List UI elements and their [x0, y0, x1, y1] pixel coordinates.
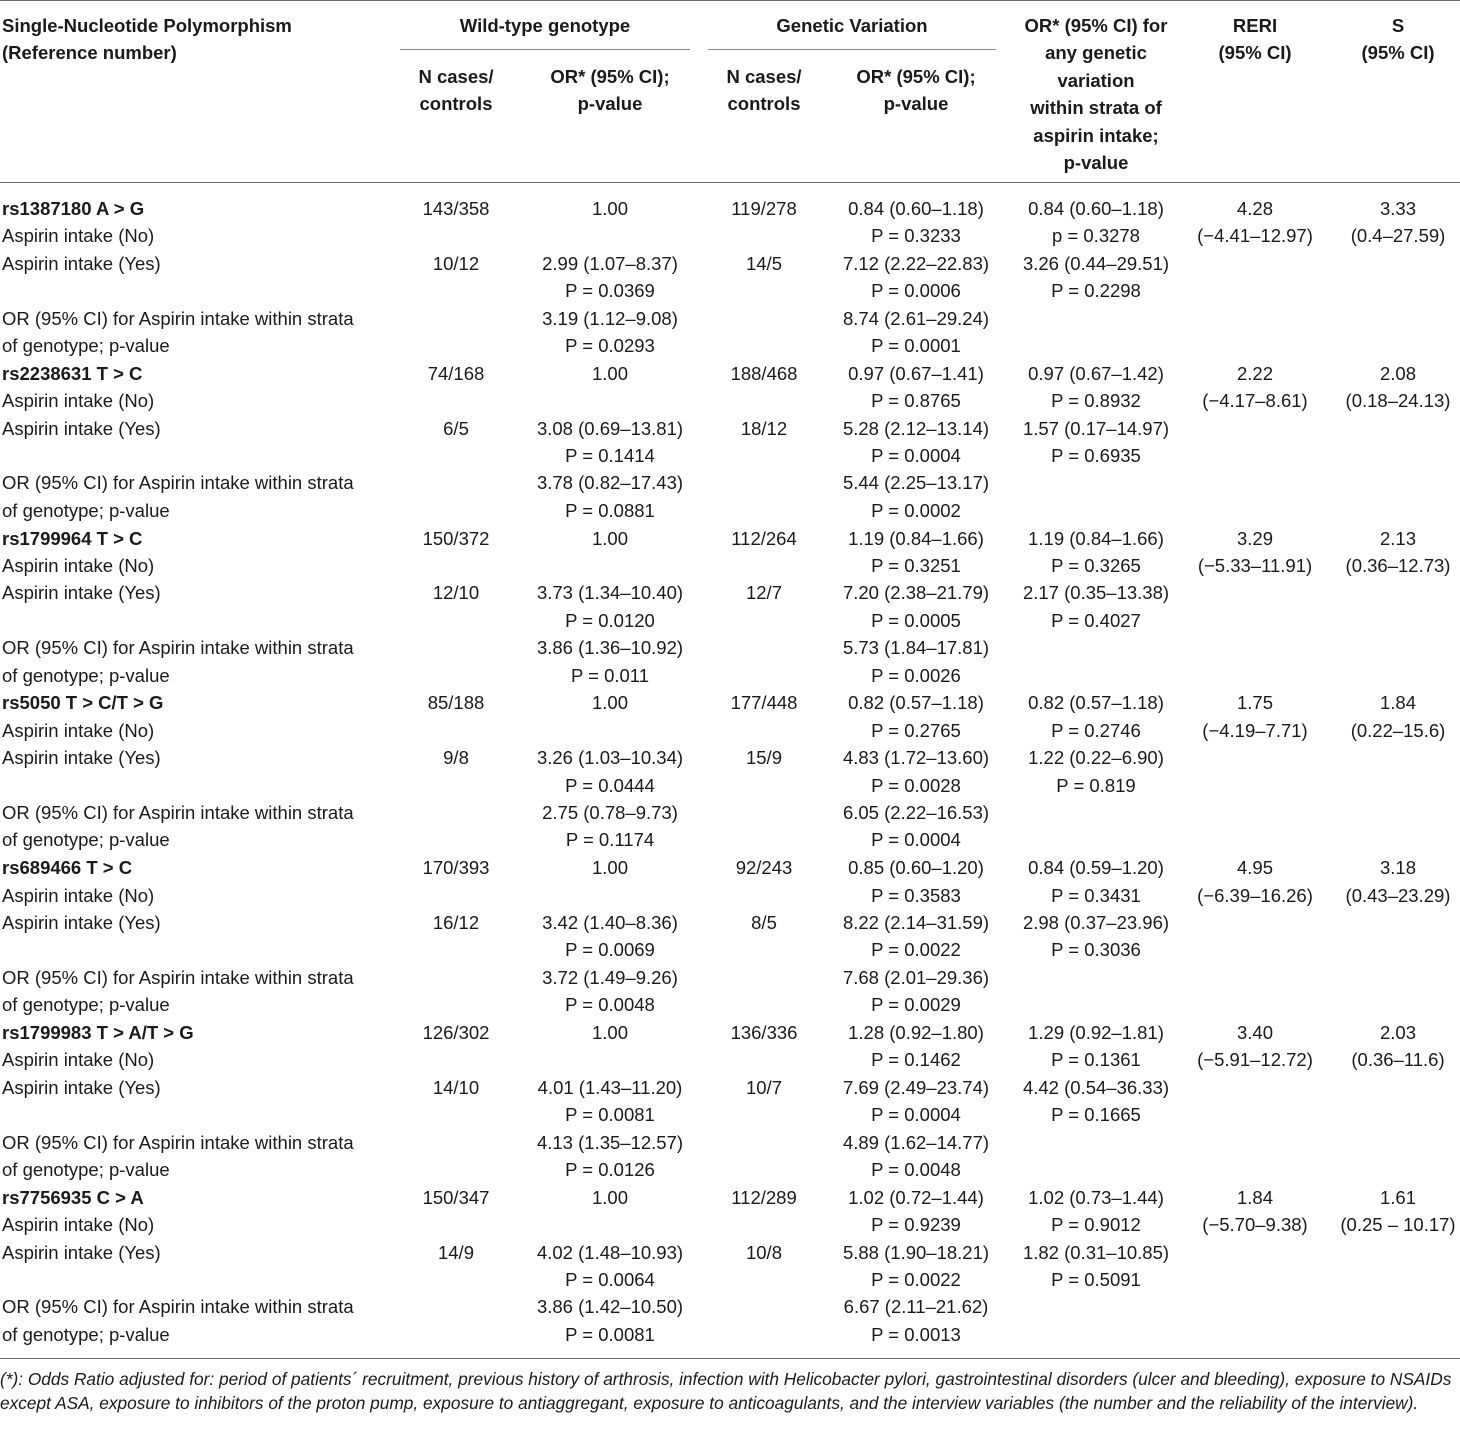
gv-or-no: 0.82 (0.57–1.18) — [848, 692, 984, 714]
any-or-no: 0.97 (0.67–1.42) — [1028, 362, 1164, 384]
gv-p-strata: P = 0.0004 — [871, 829, 961, 851]
wt-or-strata: 3.72 (1.49–9.26) — [542, 966, 678, 988]
table-top-rule — [0, 0, 1460, 1]
any-p-yes: P = 0.6935 — [1051, 445, 1141, 466]
any-or-no: 0.84 (0.60–1.18) — [1028, 198, 1164, 219]
header-wt-n-line2: controls — [419, 93, 493, 115]
gv-p-no: P = 0.3583 — [871, 884, 961, 906]
s-value: 1.84 — [1379, 692, 1416, 714]
any-p-no: P = 0.2746 — [1051, 719, 1141, 741]
wt-or-no: 1.00 — [591, 1022, 628, 1043]
wt-p-strata: P = 0.011 — [570, 664, 649, 686]
s-value: 3.33 — [1379, 198, 1416, 219]
header-genetic-variation-rule — [708, 49, 996, 50]
row-label-aspirin-yes: Aspirin intake (Yes) — [2, 1241, 161, 1263]
wt-or-yes: 3.26 (1.03–10.34) — [536, 747, 684, 769]
wt-p-strata: P = 0.0081 — [565, 1323, 655, 1345]
wt-or-strata: 3.86 (1.42–10.50) — [536, 1296, 684, 1318]
row-label-or-strata-line2: of genotype; p-value — [2, 994, 170, 1016]
wt-or-strata: 2.75 (0.78–9.73) — [542, 802, 678, 823]
any-or-no: 1.29 (0.92–1.81) — [1028, 1022, 1164, 1043]
gv-n-yes: 18/12 — [740, 417, 788, 439]
snp-name: rs689466 T > C — [2, 857, 133, 879]
any-or-yes: 1.22 (0.22–6.90) — [1028, 747, 1164, 769]
row-label-or-strata-line1: OR (95% CI) for Aspirin intake within strata — [2, 966, 354, 988]
wt-p-yes: P = 0.0069 — [565, 939, 655, 961]
header-gv-n-cases — [708, 63, 820, 118]
header-reri-line1: RERI — [1232, 15, 1278, 36]
wt-n-no: 126/302 — [422, 1022, 490, 1043]
wt-or-no: 1.00 — [591, 362, 628, 384]
gv-n-no: 136/336 — [730, 1022, 798, 1043]
header-bottom-rule — [0, 182, 1460, 183]
gv-p-yes: P = 0.0028 — [871, 774, 961, 796]
wt-n-yes: 9/8 — [443, 747, 469, 769]
gv-p-strata: P = 0.0048 — [871, 1159, 961, 1180]
footnote: (*): Odds Ratio adjusted for: period of patients´ recruitment, previous history of arthrosis, infection with Helicobacter pylori, gastrointestinal disorders (ulcer and bleeding), exposure to NSAIDs except ASA, exposure to inhibitors of the proton pump, exposure to antiaggregant, exposure to anticoagulants, and the interview variables (the number and the reliability of the interview). — [0, 1369, 1452, 1413]
row-label-aspirin-yes: Aspirin intake (Yes) — [2, 912, 161, 933]
header-wt-or — [520, 63, 700, 118]
row-label-aspirin-yes: Aspirin intake (Yes) — [2, 252, 161, 274]
table-bottom-rule — [0, 1358, 1460, 1359]
row-label-aspirin-no: Aspirin intake (No) — [2, 225, 155, 247]
reri-ci: (−5.70–9.38) — [1202, 1214, 1308, 1236]
header-gv-n-line1: N cases/ — [726, 66, 802, 87]
gv-p-yes: P = 0.0006 — [871, 280, 961, 302]
s-ci: (0.25 – 10.17) — [1340, 1214, 1456, 1236]
row-label-aspirin-no: Aspirin intake (No) — [2, 390, 155, 412]
wt-n-yes: 16/12 — [432, 912, 480, 933]
any-or-yes: 3.26 (0.44–29.51) — [1022, 252, 1170, 274]
gv-or-yes: 7.69 (2.49–23.74) — [842, 1076, 990, 1098]
reri-ci: (−6.39–16.26) — [1197, 884, 1313, 906]
row-label-or-strata-line2: of genotype; p-value — [2, 499, 170, 521]
gv-or-yes: 5.88 (1.90–18.21) — [842, 1241, 990, 1263]
wt-p-strata: P = 0.1174 — [565, 829, 655, 851]
gv-p-yes: P = 0.0022 — [871, 1269, 961, 1290]
any-p-no: P = 0.1361 — [1051, 1049, 1141, 1071]
gv-or-yes: 7.12 (2.22–22.83) — [842, 252, 990, 274]
wt-p-strata: P = 0.0293 — [565, 335, 655, 356]
wt-or-no: 1.00 — [591, 857, 628, 879]
gv-p-yes: P = 0.0004 — [871, 445, 961, 466]
gv-or-strata: 5.73 (1.84–17.81) — [842, 637, 990, 659]
gv-n-yes: 8/5 — [751, 912, 777, 933]
gv-or-strata: 5.44 (2.25–13.17) — [842, 472, 990, 494]
wt-p-strata: P = 0.0126 — [565, 1159, 655, 1180]
any-or-yes: 2.17 (0.35–13.38) — [1022, 582, 1170, 604]
s-ci: (0.36–11.6) — [1351, 1049, 1445, 1071]
gv-n-no: 112/264 — [731, 527, 797, 549]
wt-n-no: 150/347 — [422, 1186, 490, 1208]
gv-or-no: 0.97 (0.67–1.41) — [848, 362, 984, 384]
header-or-any-line2: any genetic — [1045, 42, 1147, 64]
gv-n-no: 119/278 — [731, 198, 797, 219]
gv-or-yes: 4.83 (1.72–13.60) — [842, 747, 990, 769]
reri-value: 3.40 — [1236, 1022, 1273, 1043]
gv-p-yes: P = 0.0004 — [871, 1104, 961, 1126]
wt-or-strata: 3.78 (0.82–17.43) — [536, 472, 684, 494]
header-wt-n-cases — [400, 63, 512, 118]
wt-or-yes: 4.02 (1.48–10.93) — [536, 1241, 684, 1263]
any-or-no: 1.19 (0.84–1.66) — [1028, 527, 1164, 549]
any-or-no: 0.82 (0.57–1.18) — [1028, 692, 1164, 714]
wt-n-yes: 10/12 — [432, 252, 480, 274]
wt-n-no: 74/168 — [427, 362, 485, 384]
any-p-no: P = 0.3265 — [1051, 555, 1141, 576]
header-wild-type: Wild-type genotype — [459, 15, 631, 36]
row-label-aspirin-no: Aspirin intake (No) — [2, 1049, 155, 1071]
s-ci: (0.36–12.73) — [1345, 555, 1451, 576]
gv-or-yes: 8.22 (2.14–31.59) — [842, 912, 990, 933]
any-p-yes: P = 0.5091 — [1051, 1269, 1141, 1290]
wt-n-no: 170/393 — [422, 857, 490, 879]
gv-n-no: 177/448 — [730, 692, 798, 714]
header-reri — [1190, 12, 1320, 67]
row-label-or-strata-line2: of genotype; p-value — [2, 1159, 170, 1180]
row-label-or-strata-line2: of genotype; p-value — [2, 1323, 170, 1345]
row-label-aspirin-no: Aspirin intake (No) — [2, 884, 155, 906]
row-label-or-strata-line1: OR (95% CI) for Aspirin intake within strata — [2, 637, 354, 659]
s-value: 2.13 — [1379, 527, 1416, 549]
wt-or-strata: 3.86 (1.36–10.92) — [536, 637, 684, 659]
row-label-or-strata-line1: OR (95% CI) for Aspirin intake within strata — [2, 1296, 354, 1318]
any-or-yes: 4.42 (0.54–36.33) — [1022, 1076, 1170, 1098]
row-label-aspirin-yes: Aspirin intake (Yes) — [2, 582, 161, 604]
header-wt-or-line2: p-value — [577, 93, 643, 115]
any-p-no: P = 0.8932 — [1051, 390, 1141, 412]
header-or-any-line4: within strata of — [1030, 97, 1162, 119]
wt-n-no: 85/188 — [427, 692, 485, 714]
reri-value: 4.95 — [1236, 857, 1273, 879]
header-s-line2: (95% CI) — [1361, 42, 1435, 64]
header-s-line1: S — [1391, 15, 1405, 36]
header-gv-or — [826, 63, 1006, 118]
gv-p-strata: P = 0.0001 — [871, 335, 961, 356]
reri-ci: (−4.41–12.97) — [1197, 225, 1313, 247]
gv-or-yes: 7.20 (2.38–21.79) — [842, 582, 990, 604]
wt-or-yes: 4.01 (1.43–11.20) — [537, 1076, 683, 1098]
wt-p-yes: P = 0.0081 — [565, 1104, 655, 1126]
header-genetic-variation: Genetic Variation — [776, 15, 928, 36]
header-or-any-line5: aspirin intake; — [1033, 124, 1159, 146]
any-p-yes: P = 0.819 — [1056, 774, 1136, 796]
row-label-or-strata-line2: of genotype; p-value — [2, 664, 170, 686]
any-p-yes: P = 0.2298 — [1051, 280, 1141, 302]
snp-name: rs1799964 T > C — [2, 527, 143, 549]
wt-n-yes: 12/10 — [432, 582, 480, 604]
wt-p-yes: P = 0.1414 — [565, 445, 655, 466]
gv-or-no: 0.84 (0.60–1.18) — [848, 198, 984, 219]
wt-or-strata: 3.19 (1.12–9.08) — [542, 307, 678, 329]
wt-p-strata: P = 0.0048 — [565, 994, 655, 1016]
gv-p-strata: P = 0.0026 — [871, 664, 961, 686]
any-p-yes: P = 0.4027 — [1051, 609, 1141, 631]
s-value: 2.03 — [1379, 1022, 1416, 1043]
row-label-or-strata-line1: OR (95% CI) for Aspirin intake within strata — [2, 802, 354, 823]
wt-p-yes: P = 0.0064 — [565, 1269, 655, 1290]
row-label-aspirin-yes: Aspirin intake (Yes) — [2, 1076, 161, 1098]
wt-n-no: 143/358 — [422, 198, 490, 219]
gv-p-no: P = 0.9239 — [871, 1214, 961, 1236]
header-wt-n-line1: N cases/ — [418, 66, 494, 87]
row-label-aspirin-no: Aspirin intake (No) — [2, 555, 155, 576]
wt-or-no: 1.00 — [591, 198, 628, 219]
any-or-yes: 1.57 (0.17–14.97) — [1022, 417, 1170, 439]
wt-or-strata: 4.13 (1.35–12.57) — [536, 1131, 684, 1153]
wt-p-strata: P = 0.0881 — [565, 499, 655, 521]
gv-n-no: 188/468 — [730, 362, 798, 384]
header-gv-or-line2: p-value — [883, 93, 949, 115]
snp-name: rs1387180 A > G — [2, 198, 145, 219]
wt-or-yes: 3.42 (1.40–8.36) — [542, 912, 678, 933]
s-ci: (0.22–15.6) — [1350, 719, 1446, 741]
gv-p-strata: P = 0.0013 — [871, 1323, 961, 1345]
gv-n-yes: 10/7 — [745, 1076, 782, 1098]
gv-or-no: 0.85 (0.60–1.20) — [848, 857, 984, 879]
snp-name: rs7756935 C > A — [2, 1186, 144, 1208]
s-ci: (0.18–24.13) — [1345, 390, 1451, 412]
wt-or-yes: 2.99 (1.07–8.37) — [542, 252, 678, 274]
any-p-yes: P = 0.3036 — [1051, 939, 1141, 961]
row-label-or-strata-line1: OR (95% CI) for Aspirin intake within strata — [2, 307, 354, 329]
s-value: 1.61 — [1379, 1186, 1416, 1208]
wt-or-no: 1.00 — [591, 1186, 628, 1208]
row-label-aspirin-yes: Aspirin intake (Yes) — [2, 417, 161, 439]
gv-n-yes: 14/5 — [745, 252, 782, 274]
row-label-or-strata-line2: of genotype; p-value — [2, 829, 170, 851]
snp-name: rs2238631 T > C — [2, 362, 143, 384]
header-or-any — [1006, 12, 1186, 176]
reri-value: 3.29 — [1236, 527, 1273, 549]
wt-n-yes: 14/10 — [432, 1076, 480, 1098]
gv-p-yes: P = 0.0022 — [871, 939, 961, 961]
wt-n-yes: 6/5 — [443, 417, 469, 439]
gv-n-yes: 15/9 — [745, 747, 782, 769]
header-or-any-line1: OR* (95% CI) for — [1024, 15, 1168, 36]
wt-or-no: 1.00 — [591, 527, 628, 549]
header-or-any-line6: p-value — [1063, 152, 1129, 174]
gv-or-no: 1.02 (0.72–1.44) — [848, 1186, 984, 1208]
row-label-aspirin-no: Aspirin intake (No) — [2, 719, 155, 741]
gv-p-no: P = 0.8765 — [871, 390, 961, 412]
header-gv-or-line1: OR* (95% CI); — [856, 66, 976, 87]
wt-p-yes: P = 0.0369 — [565, 280, 655, 302]
gv-p-strata: P = 0.0002 — [871, 499, 961, 521]
reri-value: 4.28 — [1236, 198, 1273, 219]
any-p-no: P = 0.9012 — [1051, 1214, 1141, 1236]
reri-ci: (−4.19–7.71) — [1202, 719, 1308, 741]
gv-n-no: 92/243 — [735, 857, 793, 879]
gv-n-no: 112/289 — [731, 1186, 797, 1208]
gv-p-strata: P = 0.0029 — [871, 994, 961, 1016]
wt-p-yes: P = 0.0120 — [565, 609, 655, 631]
wt-or-yes: 3.08 (0.69–13.81) — [536, 417, 684, 439]
any-or-yes: 2.98 (0.37–23.96) — [1022, 912, 1170, 933]
any-or-no: 0.84 (0.59–1.20) — [1028, 857, 1164, 879]
row-label-aspirin-yes: Aspirin intake (Yes) — [2, 747, 161, 769]
any-p-no: p = 0.3278 — [1052, 225, 1140, 247]
row-label-or-strata-line1: OR (95% CI) for Aspirin intake within strata — [2, 472, 354, 494]
header-snp — [2, 12, 292, 67]
gv-or-strata: 6.67 (2.11–21.62) — [843, 1296, 989, 1318]
header-snp-line1: Single-Nucleotide Polymorphism — [2, 15, 292, 36]
wt-or-no: 1.00 — [591, 692, 628, 714]
reri-ci: (−5.91–12.72) — [1197, 1049, 1313, 1071]
wt-p-yes: P = 0.0444 — [565, 774, 655, 796]
reri-value: 2.22 — [1236, 362, 1273, 384]
gv-p-no: P = 0.1462 — [871, 1049, 961, 1071]
gv-or-yes: 5.28 (2.12–13.14) — [842, 417, 990, 439]
header-wt-or-line1: OR* (95% CI); — [550, 66, 670, 87]
snp-name: rs1799983 T > A/T > G — [2, 1022, 194, 1043]
header-snp-line2: (Reference number) — [2, 42, 177, 64]
header-wild-type-rule — [400, 49, 690, 50]
gv-or-strata: 6.05 (2.22–16.53) — [842, 802, 990, 823]
gv-or-strata: 7.68 (2.01–29.36) — [842, 966, 990, 988]
gv-n-yes: 10/8 — [745, 1241, 782, 1263]
wt-n-no: 150/372 — [422, 527, 490, 549]
header-reri-line2: (95% CI) — [1218, 42, 1292, 64]
row-label-or-strata-line1: OR (95% CI) for Aspirin intake within strata — [2, 1131, 354, 1153]
snp-name: rs5050 T > C/T > G — [2, 692, 164, 714]
gv-or-strata: 4.89 (1.62–14.77) — [842, 1131, 990, 1153]
any-p-yes: P = 0.1665 — [1051, 1104, 1141, 1126]
wt-n-yes: 14/9 — [437, 1241, 474, 1263]
header-or-any-line3: variation — [1057, 69, 1135, 91]
row-label-aspirin-no: Aspirin intake (No) — [2, 1214, 155, 1236]
gv-or-no: 1.28 (0.92–1.80) — [848, 1022, 984, 1043]
reri-value: 1.75 — [1236, 692, 1273, 714]
gv-p-yes: P = 0.0005 — [871, 609, 961, 631]
reri-value: 1.84 — [1236, 1186, 1273, 1208]
gv-or-no: 1.19 (0.84–1.66) — [848, 527, 984, 549]
reri-ci: (−5.33–11.91) — [1197, 555, 1313, 576]
s-value: 2.08 — [1379, 362, 1416, 384]
any-or-no: 1.02 (0.73–1.44) — [1028, 1186, 1164, 1208]
gv-p-no: P = 0.2765 — [871, 719, 961, 741]
wt-or-yes: 3.73 (1.34–10.40) — [536, 582, 684, 604]
gv-p-no: P = 0.3251 — [871, 555, 961, 576]
header-s — [1336, 12, 1460, 67]
header-gv-n-line2: controls — [727, 93, 801, 115]
reri-ci: (−4.17–8.61) — [1202, 390, 1308, 412]
row-label-or-strata-line2: of genotype; p-value — [2, 335, 170, 356]
s-ci: (0.4–27.59) — [1350, 225, 1446, 247]
gv-or-strata: 8.74 (2.61–29.24) — [842, 307, 990, 329]
any-or-yes: 1.82 (0.31–10.85) — [1022, 1241, 1170, 1263]
any-p-no: P = 0.3431 — [1051, 884, 1141, 906]
gv-n-yes: 12/7 — [745, 582, 782, 604]
s-ci: (0.43–23.29) — [1345, 884, 1451, 906]
s-value: 3.18 — [1379, 857, 1416, 879]
gv-p-no: P = 0.3233 — [871, 225, 961, 247]
